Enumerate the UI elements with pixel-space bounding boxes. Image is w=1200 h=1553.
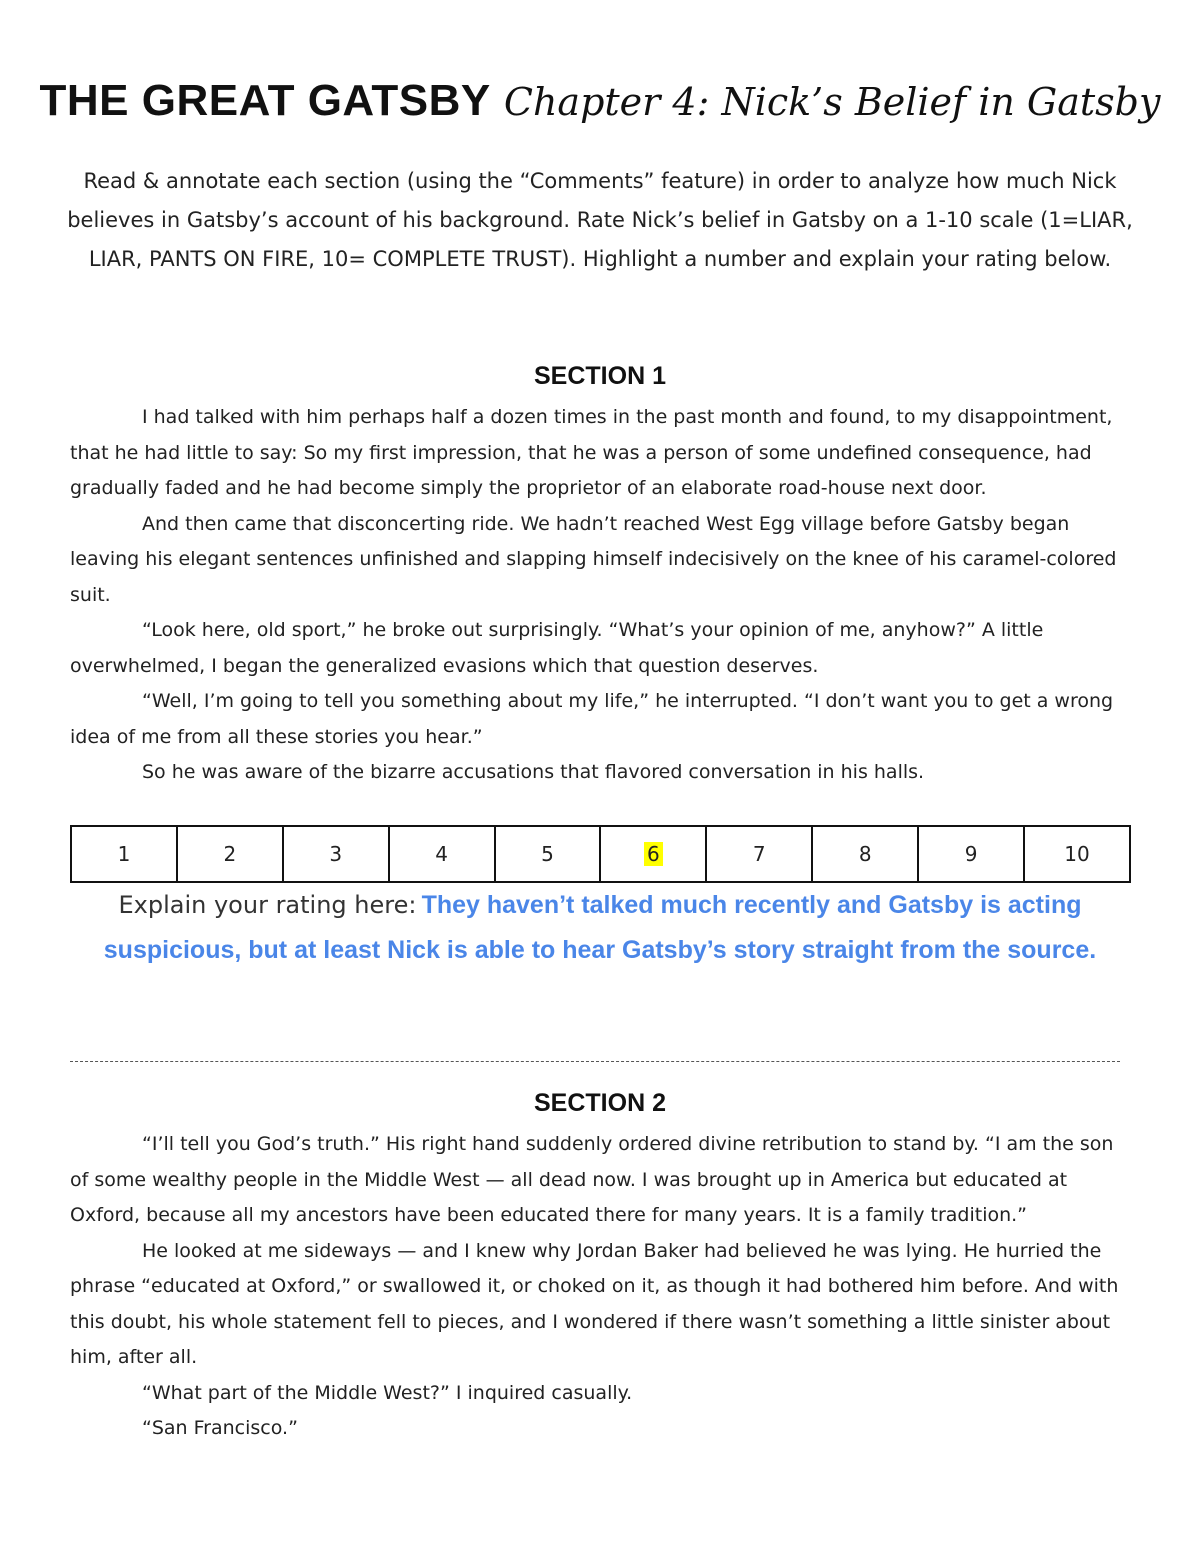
section-2-text — [70, 1127, 1132, 1447]
rating-scale-table — [70, 825, 1131, 883]
section-1-paragraph: So he was aware of the bizarre accusations that flavored conversation in his halls. — [142, 761, 925, 783]
rating-cell-10[interactable]: 10 — [1024, 826, 1130, 882]
rating-cell-8[interactable]: 8 — [812, 826, 918, 882]
rating-cell-7[interactable]: 7 — [706, 826, 812, 882]
section-2-heading: SECTION 2 — [534, 1089, 666, 1117]
section-2-paragraph: He looked at me sideways — and I knew why Jordan Baker had believed he was lying. He hurried the phrase “educated at Oxford,” or swallowed it, or choked on it, as though it had bothered him before. And with this doubt, his whole statement fell to pieces, and I wondered if there wasn’t something a little sinister about him, after all. — [70, 1239, 1119, 1368]
title-main: THE GREAT GATSBY — [39, 76, 491, 125]
section-2-paragraph: “What part of the Middle West?” I inquired casually. — [142, 1381, 633, 1404]
rating-cell-3[interactable]: 3 — [283, 826, 389, 882]
rating-scale-row — [71, 826, 1130, 882]
section-1-heading: SECTION 1 — [534, 362, 666, 390]
explain-label: Explain your rating here: — [118, 891, 417, 919]
section-2-paragraph: “San Francisco.” — [142, 1417, 298, 1439]
section-2-paragraph: “I’ll tell you God’s truth.” His right hand suddenly ordered divine retribution to stand by. “I am the son of some wealthy people in the Middle West — all dead now. I was brought up in America but educated at Oxford, because all my ancestors have been educated there for many years. It is a family tradition.” — [70, 1133, 1114, 1226]
section-1-paragraph: I had talked with him perhaps half a dozen times in the past month and found, to my disappointment, that he had little to say: So my first impression, that he was a person of some undefined consequence, had gradually faded and he had become simply the proprietor of an elaborate road-house next door. — [70, 406, 1113, 499]
section-1-paragraph: “Look here, old sport,” he broke out surprisingly. “What’s your opinion of me, anyhow?” A little overwhelmed, I began the generalized evasions which that question deserves. — [70, 619, 1044, 677]
instructions: Read & annotate each section (using the “Comments” feature) in order to analyze how much Nick believes in Gatsby’s account of his background. Rate Nick’s belief in Gatsby on a 1-10 scale (1=LIAR, LIAR, PANTS ON FIRE, 10= COMPLETE TRUST). Highlight a number and explain your rating below. — [67, 169, 1133, 271]
rating-cell-6[interactable]: 6 — [600, 826, 706, 882]
section-1-paragraph: “Well, I’m going to tell you something about my life,” he interrupted. “I don’t want you to get a wrong idea of me from all these stories you hear.” — [70, 690, 1114, 748]
rating-cell-9[interactable]: 9 — [918, 826, 1024, 882]
rating-cell-2[interactable]: 2 — [177, 826, 283, 882]
section-divider — [70, 1061, 1120, 1062]
title-subtitle: Chapter 4: Nick’s Belief in Gatsby — [503, 80, 1161, 124]
rating-cell-5[interactable]: 5 — [495, 826, 601, 882]
rating-explanation — [80, 884, 1120, 974]
section-1-text — [70, 400, 1132, 791]
rating-cell-4[interactable]: 4 — [389, 826, 495, 882]
rating-cell-1[interactable]: 1 — [71, 826, 177, 882]
page-title — [0, 76, 1200, 126]
section-1-paragraph: And then came that disconcerting ride. We hadn’t reached West Egg village before Gatsby began leaving his elegant sentences unfinished and slapping himself indecisively on the knee of his caramel-colored suit. — [70, 512, 1117, 606]
explain-answer[interactable]: They haven’t talked much recently and Gatsby is acting suspicious, but at least Nick is able to hear Gatsby’s story straight from the source. — [103, 891, 1097, 964]
